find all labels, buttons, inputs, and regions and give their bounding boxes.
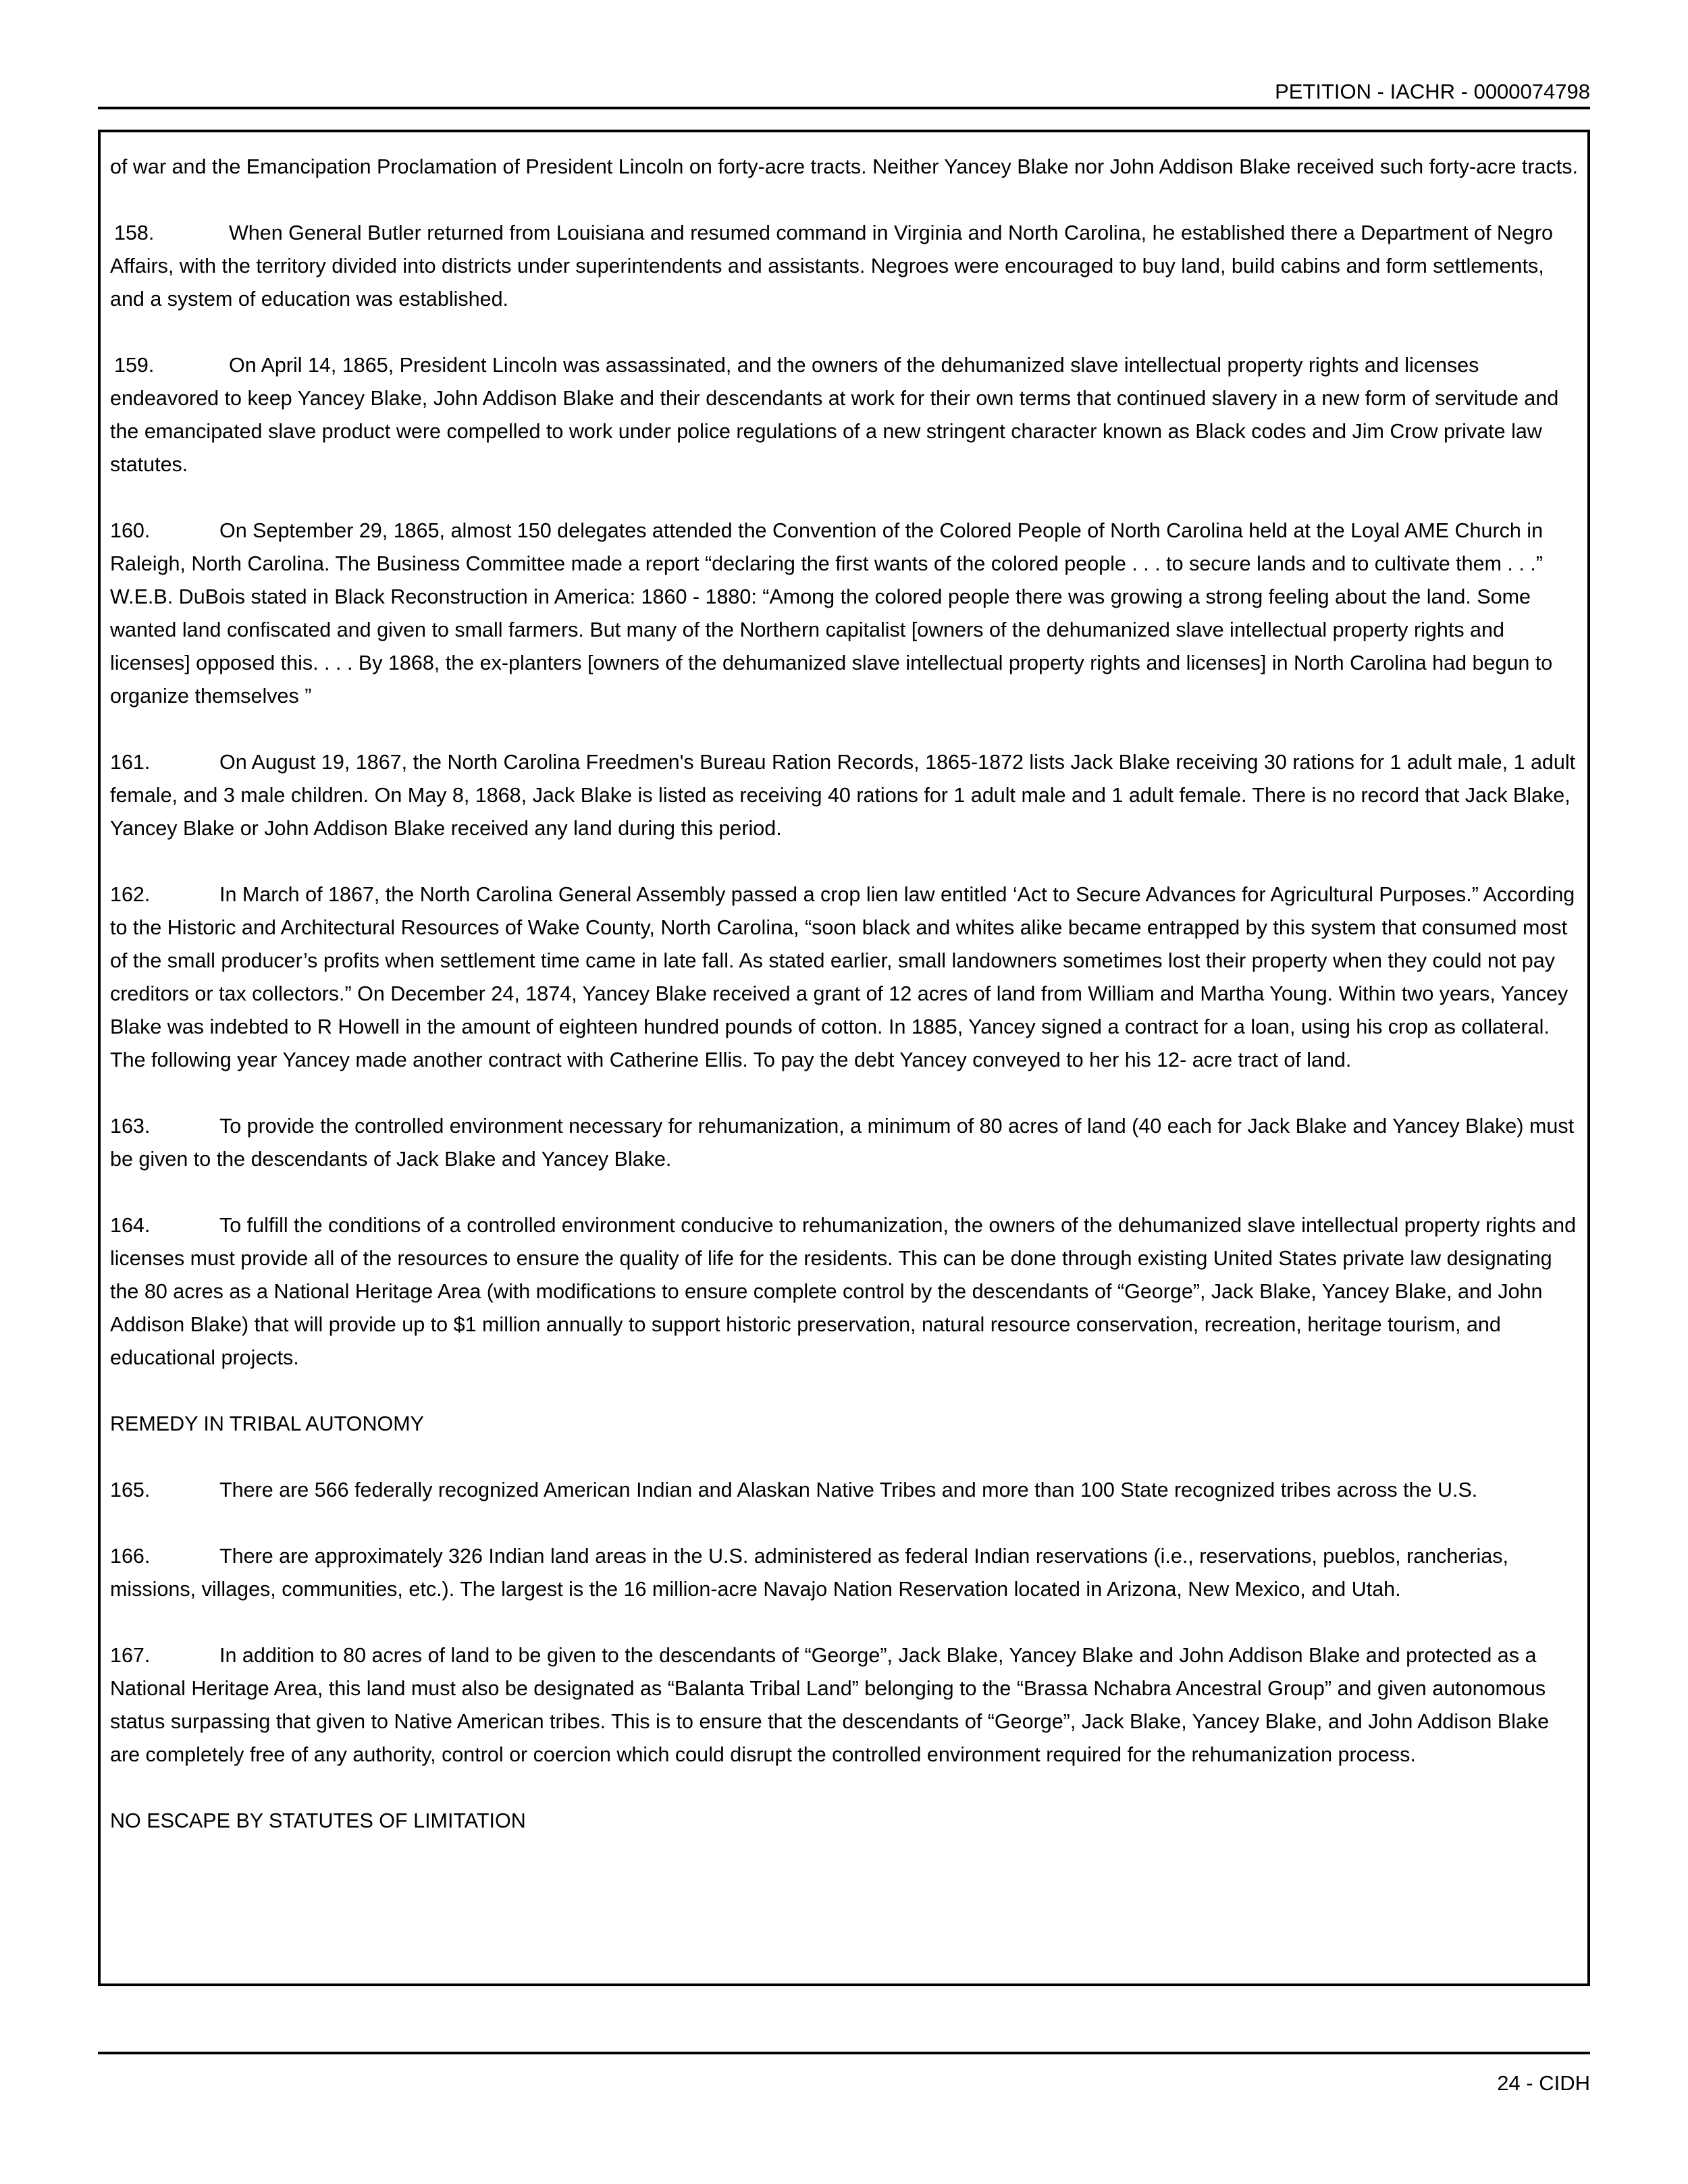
paragraph-number: 161.	[110, 751, 151, 774]
paragraph-number: 165.	[110, 1479, 151, 1501]
section-heading-statutes-of-limitation	[110, 1805, 1579, 1838]
paragraph-number: 167.	[110, 1644, 151, 1667]
section-heading-tribal-autonomy	[110, 1408, 1579, 1441]
paragraph-number: 160.	[110, 519, 151, 542]
paragraph-number: 163.	[110, 1115, 151, 1138]
page-header-title: PETITION - IACHR - 0000074798	[1275, 80, 1590, 103]
paragraph-text: To fulfill the conditions of a controlled environment conducive to rehumanization, the owners of the dehumanized slave intellectual property rights and licenses must provide all of the resources to ensure the quality of life for the residents. This can be done through existing United States private law designating the 80 acres as a National Heritage Area (with modifications to ensure complete control by the descendants of “George”, Jack Blake, Yancey Blake, and John Addison Blake) that will provide up to $1 million annually to support historic preservation, natural resource conservation, recreation, heritage tourism, and educational projects.	[110, 1214, 1577, 1369]
paragraph-162	[110, 878, 1579, 1077]
paragraph-text: When General Butler returned from Louisiana and resumed command in Virginia and North Carolina, he established there a Department of Negro Affairs, with the territory divided into districts under superintendents and assistants. Negroes were encouraged to buy land, build cabins and form settlements, and a system of education was established.	[110, 221, 1553, 311]
paragraph-159	[110, 349, 1579, 481]
paragraph-text: of war and the Emancipation Proclamation of President Lincoln on forty-acre tracts. Neither Yancey Blake nor John Addison Blake received such forty-acre tracts.	[110, 155, 1578, 178]
page-number: 24 - CIDH	[1497, 2071, 1590, 2095]
paragraph-continuation	[110, 151, 1579, 184]
paragraph-161	[110, 746, 1579, 845]
paragraph-165	[110, 1474, 1579, 1507]
header-rule	[98, 107, 1590, 109]
paragraph-text: There are approximately 326 Indian land areas in the U.S. administered as federal Indian reservations (i.e., reservations, pueblos, rancherias, missions, villages, communities, etc.). The largest is the 16 million-acre Navajo Nation Reservation located in Arizona, New Mexico, and Utah.	[110, 1545, 1508, 1601]
paragraph-167	[110, 1639, 1579, 1772]
paragraph-text: In March of 1867, the North Carolina General Assembly passed a crop lien law entitled ‘Act to Secure Advances for Agricultural Purposes.” According to the Historic and Architectural Resources of Wake County, North Carolina, “soon black and whites alike became entrapped by this system that consumed most of the small producer’s profits when settlement time came in late fall. As stated earlier, small landowners sometimes lost their property when they could not pay creditors or tax collectors.” On December 24, 1874, Yancey Blake received a grant of 12 acres of land from William and Martha Young. Within two years, Yancey Blake was indebted to R Howell in the amount of eighteen hundred pounds of cotton. In 1885, Yancey signed a contract for a loan, using his crop as collateral. The following year Yancey made another contract with Catherine Ellis. To pay the debt Yancey conveyed to her his 12- acre tract of land.	[110, 883, 1575, 1071]
paragraph-number: 159.	[114, 354, 155, 377]
paragraph-160	[110, 514, 1579, 713]
paragraph-166	[110, 1540, 1579, 1606]
paragraph-text: On September 29, 1865, almost 150 delegates attended the Convention of the Colored People of North Carolina held at the Loyal AME Church in Raleigh, North Carolina. The Business Committee made a report “declaring the first wants of the colored people . . . to secure lands and to cultivate them . . .” W.E.B. DuBois stated in Black Reconstruction in America: 1860 - 1880: “Among the colored people there was growing a strong feeling about the land. Some wanted land confiscated and given to small farmers. But many of the Northern capitalist [owners of the dehumanized slave intellectual property rights and licenses] opposed this. . . . By 1868, the ex-planters [owners of the dehumanized slave intellectual property rights and licenses] in North Carolina had begun to organize themselves ”	[110, 519, 1553, 708]
paragraph-text: On August 19, 1867, the North Carolina Freedmen's Bureau Ration Records, 1865-1872 lists Jack Blake receiving 30 rations for 1 adult male, 1 adult female, and 3 male children. On May 8, 1868, Jack Blake is listed as receiving 40 rations for 1 adult male and 1 adult female. There is no record that Jack Blake, Yancey Blake or John Addison Blake received any land during this period.	[110, 751, 1576, 840]
paragraph-text: There are 566 federally recognized American Indian and Alaskan Native Tribes and more than 100 State recognized tribes across the U.S.	[219, 1479, 1478, 1501]
section-heading-text: REMEDY IN TRIBAL AUTONOMY	[110, 1412, 424, 1435]
document-body	[98, 130, 1590, 1986]
paragraph-text: On April 14, 1865, President Lincoln was assassinated, and the owners of the dehumanized slave intellectual property rights and licenses endeavored to keep Yancey Blake, John Addison Blake and their descendants at work for their own terms that continued slavery in a new form of servitude and the emancipated slave product were compelled to work under police regulations of a new stringent character known as Black codes and Jim Crow private law statutes.	[110, 354, 1559, 476]
section-heading-text: NO ESCAPE BY STATUTES OF LIMITATION	[110, 1809, 526, 1832]
paragraph-number: 158.	[114, 221, 155, 244]
paragraph-number: 162.	[110, 883, 151, 906]
paragraph-164	[110, 1209, 1579, 1375]
paragraph-text: In addition to 80 acres of land to be given to the descendants of “George”, Jack Blake, Yancey Blake and John Addison Blake and protected as a National Heritage Area, this land must also be designated as “Balanta Tribal Land” belonging to the “Brassa Nchabra Ancestral Group” and given autonomous status surpassing that given to Native American tribes. This is to ensure that the descendants of “George”, Jack Blake, Yancey Blake, and John Addison Blake are completely free of any authority, control or coercion which could disrupt the controlled environment required for the rehumanization process.	[110, 1644, 1550, 1766]
paragraph-number: 166.	[110, 1545, 151, 1568]
footer-rule	[98, 2052, 1590, 2054]
paragraph-158	[110, 217, 1579, 316]
paragraph-number: 164.	[110, 1214, 151, 1237]
paragraph-163	[110, 1110, 1579, 1176]
paragraph-text: To provide the controlled environment necessary for rehumanization, a minimum of 80 acres of land (40 each for Jack Blake and Yancey Blake) must be given to the descendants of Jack Blake and Yancey Blake.	[110, 1115, 1575, 1171]
